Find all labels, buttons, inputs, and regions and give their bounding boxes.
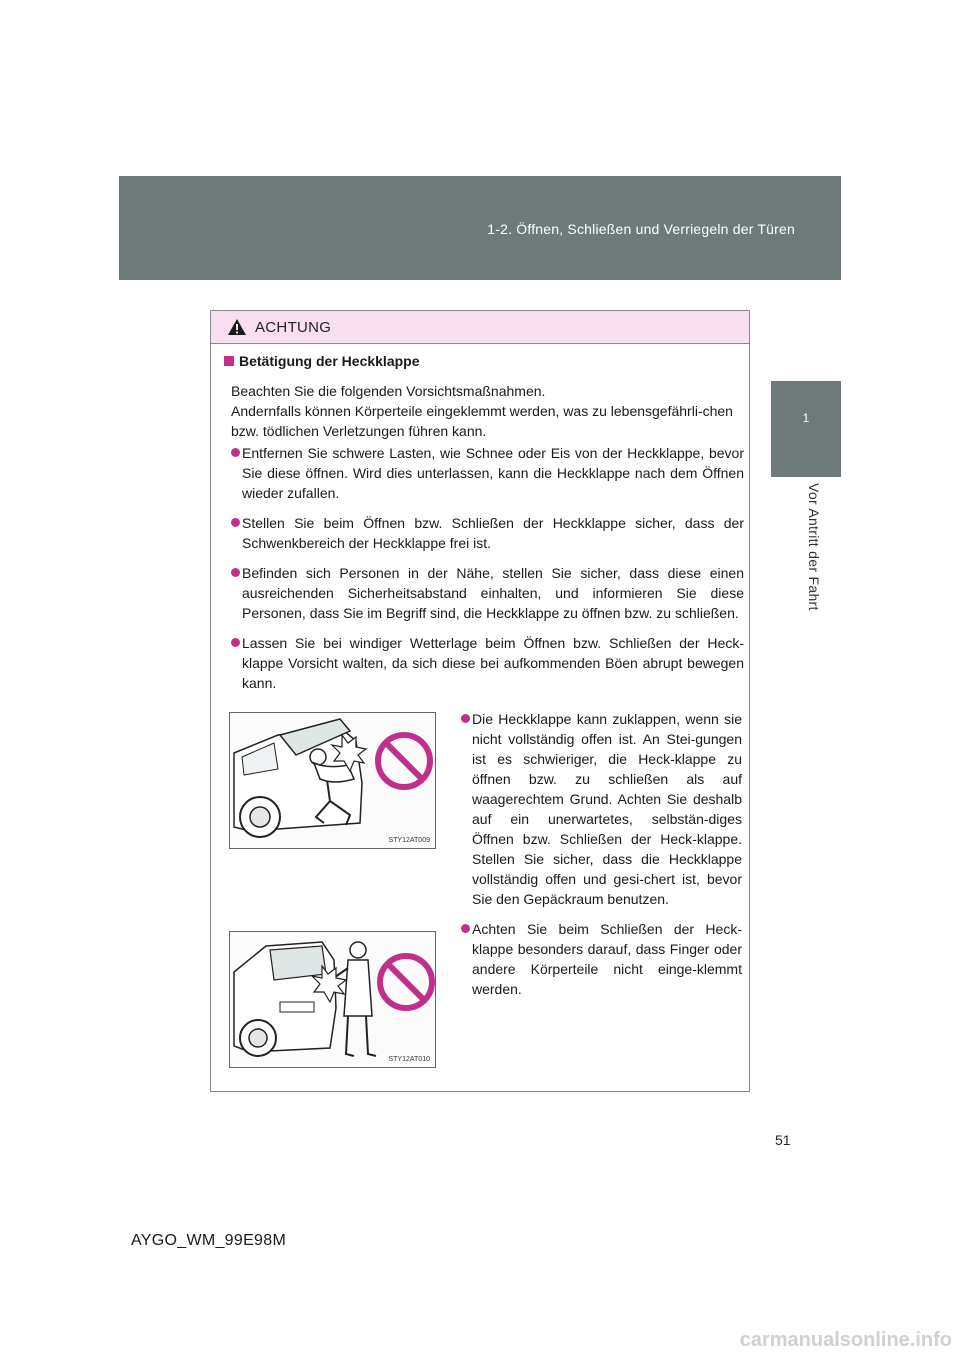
- warning-box: [210, 310, 750, 1092]
- watermark: carmanualsonline.info: [739, 1329, 952, 1351]
- illustration-hand-pinched: [229, 931, 436, 1068]
- figure-code: STY12AT010: [388, 1056, 430, 1063]
- square-bullet-icon: [224, 356, 234, 366]
- bullet-icon: [461, 924, 470, 933]
- section-title: 1-2. Öffnen, Schließen und Verriegeln der Türen: [487, 221, 795, 237]
- prohibition-icon: [380, 956, 432, 1008]
- bullet-icon: [231, 568, 240, 577]
- list-item: Stellen Sie beim Öffnen bzw. Schließen der Heckklappe sicher, dass der Schwenkbereich der Heckklappe frei ist.: [231, 513, 744, 553]
- figure-code: STY12AT009: [388, 837, 430, 844]
- warning-header: [211, 311, 749, 344]
- document-code: AYGO_WM_99E98M: [131, 1232, 287, 1249]
- warning-triangle-icon: [227, 318, 247, 336]
- list-item: Befinden sich Personen in der Nähe, stellen Sie sicher, dass diese einen ausreichenden Sicherheitsabstand einhalten, und informieren Sie diese Personen, dass Sie im Begriff sind, die Heckklappe zu öffnen bzw. zu schließen.: [231, 563, 744, 623]
- page-number: 51: [775, 1132, 791, 1148]
- list-item: Entfernen Sie schwere Lasten, wie Schnee oder Eis von der Heckklappe, bevor Sie diese öffnen. Wird dies unterlassen, kann die Heckklappe nach dem Öffnen wieder zufallen.: [231, 443, 744, 503]
- intro-line: Beachten Sie die folgenden Vorsichtsmaßnahmen.: [231, 383, 546, 399]
- chapter-label: Vor Antritt der Fahrt: [806, 483, 822, 611]
- bullet-icon: [231, 448, 240, 457]
- car-tailgate-illustration: [230, 713, 435, 848]
- car-closing-illustration: [230, 932, 435, 1067]
- intro-line: Andernfalls können Körperteile eingeklemmt werden, was zu lebensgefährli-chen bzw. tödlichen Verletzungen führen kann.: [231, 403, 733, 439]
- figure-notes: [461, 709, 742, 1009]
- list-item: Lassen Sie bei windiger Wetterlage beim Öffnen bzw. Schließen der Heck-klappe Vorsicht walten, da sich diese bei aufkommenden Böen abrupt bewegen kann.: [231, 633, 744, 693]
- list-item: Achten Sie beim Schließen der Heck-klappe besonders darauf, dass Finger oder andere Körperteile nicht einge-klemmt werden.: [461, 919, 742, 999]
- header-band: [119, 176, 841, 280]
- prohibition-icon: [378, 735, 430, 787]
- chapter-number: 1: [802, 411, 810, 425]
- warning-title: ACHTUNG: [255, 318, 332, 336]
- bullet-icon: [231, 518, 240, 527]
- bullet-icon: [461, 714, 470, 723]
- precaution-list: [231, 443, 744, 703]
- intro-text: [231, 381, 746, 441]
- section-heading: [224, 353, 420, 369]
- bullet-icon: [231, 638, 240, 647]
- illustration-tailgate-falling: [229, 712, 436, 849]
- list-item: Die Heckklappe kann zuklappen, wenn sie nicht vollständig offen ist. An Stei-gungen ist es schwieriger, die Heck-klappe zu öffnen bzw. zu schließen als auf waagerechtem Grund. Achten Sie deshalb auf ein unerwartetes, selbstän-diges Öffnen bzw. Schließen der Heck-klappe. Stellen Sie sicher, dass die Heckklappe vollständig offen und gesi-chert ist, bevor Sie den Gepäckraum benutzen.: [461, 709, 742, 909]
- section-heading-text: Betätigung der Heckklappe: [239, 353, 420, 369]
- chapter-tab: [771, 381, 841, 477]
